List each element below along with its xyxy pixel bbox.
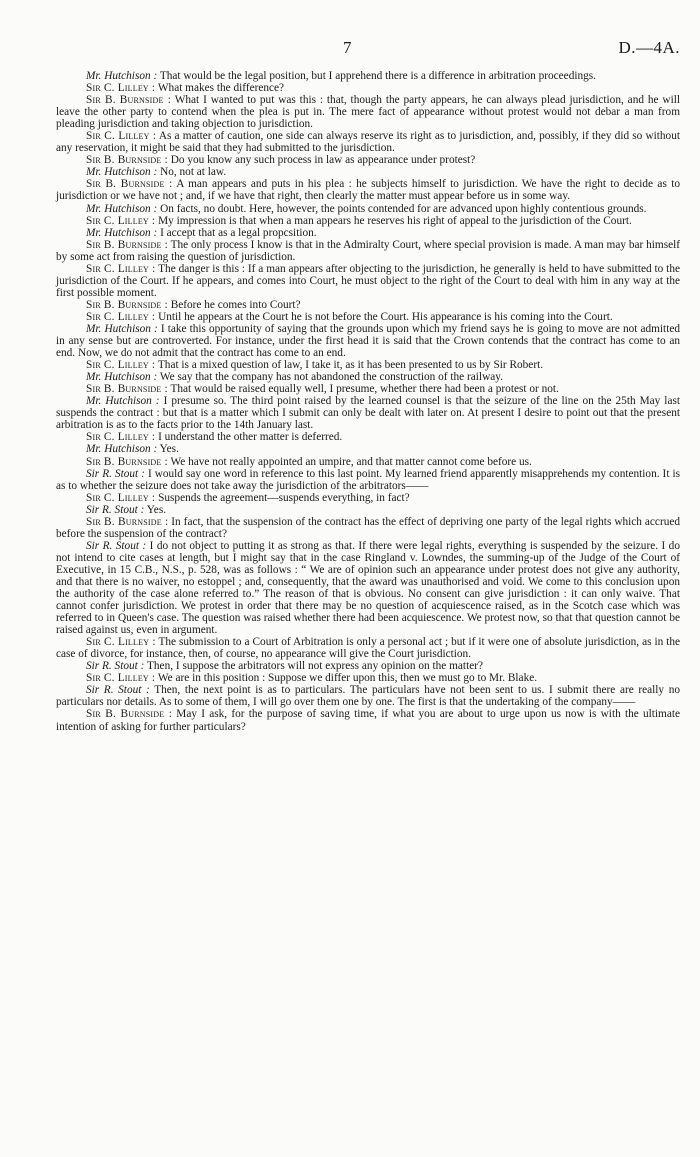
transcript-paragraph <box>56 82 680 94</box>
speaker-name: Sir R. Stout : <box>86 503 145 516</box>
transcript-paragraph <box>56 359 680 371</box>
speaker-name: Sir C. Lilley : <box>86 359 156 372</box>
transcript-paragraph <box>56 708 680 732</box>
transcript-paragraph <box>56 203 680 215</box>
transcript-paragraph <box>56 492 680 504</box>
speaker-name: Sir C. Lilley : <box>86 214 156 227</box>
speaker-name: Mr. Hutchison : <box>86 226 158 239</box>
speech-text: I understand the other matter is deferred. <box>158 431 343 444</box>
speaker-name: Sir R. Stout : <box>86 539 147 552</box>
speech-text: I take this opportunity of saying that the grounds upon which my friend says he is going to move are not admitted in any sense but are controverted. For instance, under the first head it is said that the Crown contends that the contract has come to an end. Now, we do not admit that the contract has come to an end. <box>56 322 681 360</box>
speech-text: Until he appears at the Court he is not before the Court. His appearance is his coming into the Court. <box>158 310 613 323</box>
transcript-paragraph <box>56 323 680 359</box>
speaker-name: Mr. Hutchison : <box>86 202 158 215</box>
speaker-name: Mr. Hutchison : <box>86 70 158 82</box>
speaker-name: Sir R. Stout : <box>86 467 145 480</box>
transcript-paragraph <box>56 371 680 383</box>
speech-text: Do you know any such process in law as appearance under protest? <box>170 154 476 167</box>
speaker-name: Sir B. Burnside : <box>86 94 172 107</box>
speech-text: No, not at law. <box>160 166 227 179</box>
speaker-name: Sir B. Burnside : <box>86 154 168 167</box>
speech-text: Then, I suppose the arbitrators will not express any opinion on the matter? <box>147 660 483 673</box>
speaker-name: Sir C. Lilley : <box>86 636 156 649</box>
transcript-paragraph <box>56 516 680 540</box>
speaker-name: Sir C. Lilley : <box>86 130 157 143</box>
speaker-name: Sir R. Stout : <box>86 684 150 697</box>
transcript-paragraph <box>56 456 680 468</box>
speech-text: Yes. <box>146 503 167 516</box>
speaker-name: Sir R. Stout : <box>86 660 145 673</box>
speaker-name: Sir C. Lilley : <box>86 262 156 275</box>
speech-text: Suspends the agreement—suspends everything, in fact? <box>158 491 410 504</box>
transcript-paragraph <box>56 130 680 154</box>
speech-text: I presume so. The third point raised by the learned counsel is that the seizure of the line on the 25th May last suspends the contract : but that is a matter which I submit can only be dealt with later on. At present I desire to point out that the present arbitration is as to the facts prior to the 14th January last. <box>56 395 680 432</box>
speaker-name: Mr. Hutchison : <box>86 395 160 408</box>
transcript-paragraph <box>56 504 680 516</box>
page-header <box>0 38 700 62</box>
transcript-paragraph <box>56 215 680 227</box>
speech-text: The danger is this : If a man appears after objecting to the jurisdiction, he generally is held to have submitted to the jurisdiction of the Court. If he appears, and comes into Court, he must object to the right of the Court to deal with him in any way at the first possible moment. <box>56 262 680 299</box>
transcript-paragraph <box>56 311 680 323</box>
speaker-name: Mr. Hutchison : <box>86 322 158 335</box>
speech-text: Yes. <box>159 443 179 456</box>
transcript-paragraph <box>56 636 680 660</box>
speech-text: That is a mixed question of law, I take it, as it has been presented to us by Sir Robert. <box>157 359 544 372</box>
speech-text: We have not really appointed an umpire, and that matter cannot come before us. <box>170 455 532 468</box>
transcript-paragraph <box>56 431 680 443</box>
speech-text: Then, the next point is as to particulars. The particulars have not been sent to us. I submit there are really no particulars nor details. As to some of them, I will go over them one by one. The first is that the undertaking of the company—— <box>56 684 680 709</box>
speaker-name: Sir C. Lilley : <box>86 491 156 504</box>
speech-text: We say that the company has not abandoned the construction of the railway. <box>159 371 503 384</box>
transcript-paragraph <box>56 70 680 82</box>
speech-text: As a matter of caution, one side can always reserve its right as to jurisdiction, and, possibly, if they did so without any reservation, it might be said that they had submitted to the jurisdiction. <box>56 130 680 155</box>
document-reference: D.—4A. <box>618 38 680 57</box>
speech-text: I do not object to putting it as strong as that. If there were legal rights, everything is suspended by the seizure. I do not intend to cite cases at length, but I might say that in the case Ringland v. Lowndes, the summing-up of the Judge of the Court of Executive, in 15 C.B., N.S., p. 528, was as follows : “ We are of opinion such an appearance under protest does not give any authority, and that there is no waiver, no estoppel ; and, consequently, that the award was unauthorised and void. We come to this conclusion upon the authority of the case alone referred to.” The reason of that is obvious. No consent can give jurisdiction : it can only waive. That cannot confer jurisdiction. We protest in order that there may be no question of acquiescence raised, as in the Scotch case which was referred to in Queen's case. The question was raised whether there had been acquiescence. We protest now, so that that question cannot be raised against us, even in argument. <box>56 539 680 637</box>
speech-text: The only process I know is that in the Admiralty Court, where special provision is made. A man may bar himself by some act from raising the question of jurisdiction. <box>56 238 681 263</box>
transcript-paragraph <box>56 299 680 311</box>
speech-text: The submission to a Court of Arbitration is only a personal act ; but if it were one of absolute jurisdiction, as in the case of divorce, for instance, then, of course, no appearance will give the Court jurisdiction. <box>56 636 680 661</box>
transcript-paragraph <box>56 684 680 708</box>
speaker-name: Sir B. Burnside : <box>86 455 168 468</box>
speech-text: Before he comes into Court? <box>170 298 301 311</box>
speaker-name: Mr. Hutchison : <box>86 443 158 456</box>
speech-text: What makes the difference? <box>157 82 285 95</box>
speech-text: That would be the legal position, but I apprehend there is a difference in arbitration proceedings. <box>159 70 597 82</box>
speech-text: In fact, that the suspension of the contract has the effect of depriving one party of the legal rights which accrued before the suspension of the contract? <box>56 515 681 540</box>
speaker-name: Sir C. Lilley : <box>86 82 156 95</box>
speech-text: On facts, no doubt. Here, however, the points contended for are advanced upon highly contentious grounds. <box>160 202 647 215</box>
transcript-paragraph <box>56 154 680 166</box>
speaker-name: Sir C. Lilley : <box>86 431 156 444</box>
transcript-paragraph <box>56 239 680 263</box>
speech-text: A man appears and puts in his plea : he subjects himself to jurisdiction. We have the right to decide as to jurisdiction or we have not ; and, if we have that right, then clearly the matter must appear before us in some way. <box>56 178 680 203</box>
transcript-paragraph <box>56 660 680 672</box>
speech-text: I accept that as a legal propcsition. <box>160 226 317 239</box>
speaker-name: Sir B. Burnside : <box>86 515 169 528</box>
transcript-paragraph <box>56 672 680 684</box>
transcript-paragraph <box>56 443 680 455</box>
speech-text: That would be raised equally well, I presume, whether there had been a protest or not. <box>170 383 559 396</box>
speaker-name: Mr. Hutchison : <box>86 166 158 179</box>
speaker-name: Sir B. Burnside : <box>86 238 168 251</box>
transcript-paragraph <box>56 540 680 636</box>
speaker-name: Sir B. Burnside : <box>86 178 173 191</box>
transcript-paragraph <box>56 395 680 431</box>
transcript-paragraph <box>56 263 680 299</box>
speaker-name: Sir C. Lilley : <box>86 310 156 323</box>
speaker-name: Mr. Hutchison : <box>86 371 158 384</box>
transcript-paragraph <box>56 383 680 395</box>
transcript-body <box>56 70 680 733</box>
speech-text: We are in this position : Suppose we differ upon this, then we must go to Mr. Blake. <box>157 672 538 685</box>
speaker-name: Sir B. Burnside : <box>86 383 168 396</box>
speech-text: My impression is that when a man appears he reserves his right of appeal to the jurisdiction of the Court. <box>158 214 632 227</box>
transcript-paragraph <box>56 227 680 239</box>
speaker-name: Sir B. Burnside : <box>86 298 168 311</box>
transcript-paragraph <box>56 166 680 178</box>
speaker-name: Sir B. Burnside : <box>86 708 173 721</box>
transcript-paragraph <box>56 178 680 202</box>
speech-text: What I wanted to put was this : that, though the party appears, he can always plead jurisdiction, and he will leave the other party to contend when the plea is put in. The mere fact of appearance without protest would not debar a man from pleading jurisdiction and taking objection to jurisdiction. <box>56 94 680 131</box>
page-number: 7 <box>343 38 352 57</box>
speech-text: May I ask, for the purpose of saving time, if what you are about to urge upon us now is with the ultimate intention of asking for further particulars? <box>56 708 681 733</box>
speech-text: I would say one word in reference to this last point. My learned friend apparently misapprehends my contention. It is as to whether the seizure does not take away the jurisdiction of the arbitrators—— <box>56 467 680 492</box>
transcript-paragraph <box>56 94 680 130</box>
speaker-name: Sir C. Lilley : <box>86 672 156 685</box>
transcript-paragraph <box>56 468 680 492</box>
